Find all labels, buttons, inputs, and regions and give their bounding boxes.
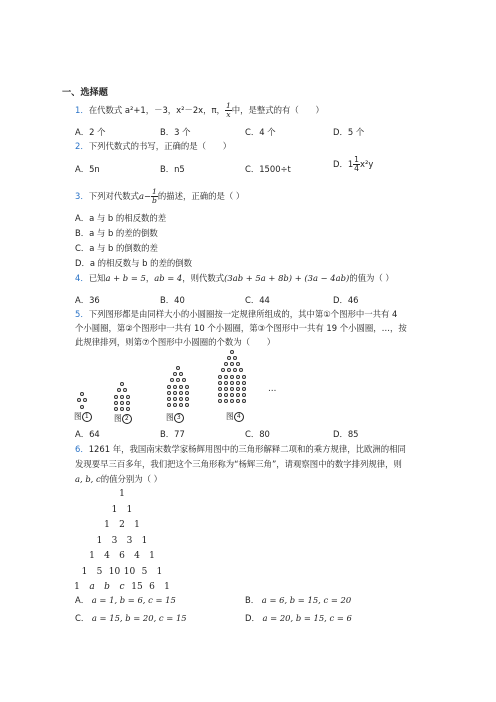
option-a[interactable]: A． a = 1, b = 6, c = 15: [75, 595, 176, 605]
triangle-entry: 1: [111, 504, 118, 515]
circle-dot: [126, 407, 130, 411]
circle-dot: [114, 401, 118, 405]
circle-dot: [221, 368, 225, 372]
circle-dot: [114, 407, 118, 411]
triangle-entry: a: [89, 582, 95, 592]
condition-2: ab = 4: [154, 273, 183, 283]
circle-dot: [120, 382, 124, 386]
fraction: [353, 156, 360, 173]
figure-label-4: 图 4: [226, 411, 244, 422]
circle-dot: [126, 395, 130, 399]
circle-dot: [176, 366, 180, 370]
option-a[interactable]: A．5n: [75, 164, 100, 174]
fraction: [151, 188, 158, 205]
circle-dot: [185, 391, 189, 395]
option-a[interactable]: A．36: [75, 295, 100, 305]
circle-dot: [114, 395, 118, 399]
triangle-entry: 1: [149, 551, 155, 561]
circle-dot: [120, 395, 124, 399]
fraction-numerator: 1: [152, 187, 157, 196]
circle-dot: [77, 398, 81, 402]
circle-dot: [224, 375, 228, 379]
circle-dot: [230, 362, 234, 366]
option-d[interactable]: D．46: [333, 295, 359, 305]
triangle-entry: 5: [141, 566, 148, 577]
question-2-stem: [75, 141, 231, 152]
question-number: 1．: [75, 105, 89, 115]
circle-dot: [224, 381, 228, 385]
circle-dot: [179, 391, 183, 395]
fraction-denominator: b: [152, 196, 157, 205]
option-a[interactable]: A．64: [75, 429, 100, 439]
triangle-entry: 2: [119, 520, 125, 530]
circle-dot: [224, 399, 228, 403]
question-1-stem: [75, 102, 324, 119]
option-b[interactable]: B． a = 6, b = 15, c = 20: [245, 595, 352, 605]
circle-dot: [224, 393, 228, 397]
fraction-numerator: 1: [225, 101, 231, 110]
fraction-denominator: x: [226, 110, 231, 119]
circle-dot: [239, 368, 243, 372]
option-b[interactable]: B．40: [160, 295, 185, 305]
question-number: 3．: [75, 191, 89, 201]
math-minus: −: [143, 191, 151, 201]
circle-dot: [242, 381, 246, 385]
fraction: [225, 102, 232, 119]
circle-pattern-figure: [74, 348, 284, 424]
triangle-entry: 1: [134, 520, 140, 530]
circle-dot: [126, 401, 130, 405]
triangle-entry: 5: [96, 566, 103, 577]
option-c[interactable]: C． a = 15, b = 20, c = 15: [75, 613, 187, 623]
circle-dot: [185, 385, 189, 389]
circle-dot: [230, 393, 234, 397]
triangle-entry: b: [104, 582, 110, 592]
expression: (3ab + 5a + 8b) + (3a − 4ab): [224, 273, 350, 283]
option-b[interactable]: B．77: [160, 429, 185, 439]
fraction-denominator: 4: [354, 164, 359, 173]
question-5-line-3: 此规律排列，则第⑦个图形中小圆圈的个数为（ ）: [75, 337, 276, 347]
circle-dot: [233, 368, 237, 372]
option-c[interactable]: C．4 个: [245, 127, 276, 137]
option-b[interactable]: B．n5: [160, 164, 185, 174]
circle-dot: [236, 399, 240, 403]
triangle-entry: 6: [149, 582, 155, 592]
question-text: 下列对代数式: [88, 191, 139, 201]
circle-dot: [179, 397, 183, 401]
figure-label-3: 图 3: [166, 412, 184, 423]
triangle-entry: 1: [164, 582, 170, 592]
triangle-entry: 10: [108, 566, 121, 577]
circle-dot: [242, 387, 246, 391]
question-text: 在代数式 a²+1，－3，x²－2x，π，: [88, 105, 225, 115]
circle-dot: [236, 362, 240, 366]
variables: a, b, c: [75, 474, 101, 484]
circle-dot: [224, 362, 228, 366]
triangle-entry: c: [119, 582, 125, 592]
circle-dot: [179, 403, 183, 407]
triangle-entry: 3: [126, 535, 133, 546]
question-number: 5．: [75, 309, 89, 319]
circle-dot: [242, 393, 246, 397]
triangle-entry: 6: [119, 551, 125, 561]
question-5-line-1: [75, 309, 397, 320]
question-text: 1261 年，我国南宋数学家杨辉用图中的三角形解释二项和的乘方规律，比欧洲的相同: [88, 444, 406, 454]
option-d[interactable]: D．85: [333, 429, 359, 439]
circle-dot: [117, 388, 121, 392]
question-text: 下列代数式的书写，正确的是（ ）: [88, 141, 232, 151]
question-text: 的描述，正确的是（ ）: [157, 191, 245, 201]
circle-dot: [173, 372, 177, 376]
option-d[interactable]: D．a 的相反数与 b 的差的倒数: [75, 258, 193, 268]
circle-dot: [230, 399, 234, 403]
circle-dot: [167, 385, 171, 389]
triangle-entry: 1: [74, 582, 80, 592]
triangle-entry: 1: [89, 551, 95, 561]
circle-dot: [83, 398, 87, 402]
triangle-entry: 1: [81, 566, 88, 577]
circle-dot: [173, 403, 177, 407]
triangle-entry: 3: [111, 535, 118, 546]
question-6-line-2: 发现要早三百多年，我们把这个三角形称为“杨辉三角”，请观察图中的数字排列规律，则: [75, 459, 402, 469]
option-c[interactable]: C．1500÷t: [245, 164, 291, 174]
question-number: 4．: [75, 273, 89, 283]
triangle-entry: 4: [104, 551, 110, 561]
question-number: 2．: [75, 141, 89, 151]
triangle-entry: 1: [96, 535, 103, 546]
circle-dot: [185, 403, 189, 407]
option-b[interactable]: B．3 个: [160, 127, 191, 137]
circle-dot: [236, 381, 240, 385]
circle-dot: [173, 391, 177, 395]
circle-dot: [123, 388, 127, 392]
figure-label-2: 图 2: [114, 413, 132, 424]
question-number: 6．: [75, 444, 89, 454]
question-5-line-2: 个小圆圈，第②个图形中一共有 10 个小圆圈，第③个图形中一共有 19 个小圆圈，…，按: [75, 323, 407, 333]
option-d[interactable]: [333, 156, 373, 173]
question-text: 的值为（ ）: [349, 273, 394, 283]
question-6-line-1: [75, 444, 406, 455]
circle-dot: [173, 385, 177, 389]
circle-dot: [167, 403, 171, 407]
ellipsis: …: [268, 383, 277, 393]
question-text: 下列图形都是由同样大小的小圆圈按一定规律所组成的，其中第①个图形中一共有 4: [88, 309, 398, 319]
circle-dot: [236, 387, 240, 391]
triangle-entry: 1: [104, 520, 110, 530]
triangle-entry: 10: [123, 566, 136, 577]
question-text: 的值分别为（ ）: [100, 474, 162, 484]
triangle-entry: 15: [131, 582, 143, 592]
circle-dot: [120, 407, 124, 411]
question-text: ，则代数式: [182, 273, 225, 283]
condition-1: a + b = 5: [105, 273, 146, 283]
circle-dot: [179, 372, 183, 376]
circle-dot: [230, 375, 234, 379]
circle-dot: [230, 387, 234, 391]
option-a[interactable]: A．2 个: [75, 127, 106, 137]
circle-dot: [224, 387, 228, 391]
math-var: a: [138, 191, 144, 201]
circle-dot: [233, 356, 237, 360]
triangle-entry: 1: [141, 535, 148, 546]
circle-dot: [176, 378, 180, 382]
option-d-prefix: D．1: [333, 159, 354, 169]
option-d[interactable]: D． a = 20, b = 15, c = 6: [245, 613, 352, 623]
separator: ，: [145, 273, 155, 283]
circle-dot: [242, 399, 246, 403]
circle-dot: [227, 368, 231, 372]
circle-dot: [167, 391, 171, 395]
section-title: 一、选择题: [62, 87, 108, 98]
circle-dot: [218, 381, 222, 385]
circle-dot: [230, 381, 234, 385]
circle-dot: [230, 350, 234, 354]
circle-dot: [182, 378, 186, 382]
circle-dot: [218, 393, 222, 397]
circle-dot: [173, 397, 177, 401]
circle-dot: [185, 397, 189, 401]
option-b[interactable]: B．a 与 b 的差的倒数: [75, 228, 158, 238]
question-4-stem: [75, 273, 394, 284]
fraction-numerator: 1: [354, 155, 359, 164]
circle-dot: [236, 375, 240, 379]
circle-dot: [236, 393, 240, 397]
circle-dot: [120, 401, 124, 405]
circle-dot: [167, 397, 171, 401]
circle-dot: [218, 375, 222, 379]
circle-dot: [80, 392, 84, 396]
question-3-stem: [75, 188, 244, 205]
circle-dot: [218, 387, 222, 391]
option-c[interactable]: C．44: [245, 295, 270, 305]
question-text: 中，是整式的有（ ）: [231, 105, 324, 115]
circle-dot: [242, 375, 246, 379]
option-c[interactable]: C．a 与 b 的倒数的差: [75, 243, 158, 253]
triangle-entry: 4: [134, 551, 140, 561]
question-6-line-3: [75, 474, 162, 485]
option-d[interactable]: D．5 个: [333, 127, 365, 137]
option-d-suffix: x²y: [360, 159, 374, 169]
question-text: 已知: [88, 273, 106, 283]
circle-dot: [80, 405, 84, 409]
circle-dot: [227, 356, 231, 360]
option-c[interactable]: C．80: [245, 429, 270, 439]
circle-dot: [218, 399, 222, 403]
triangle-entry: 1: [119, 489, 125, 499]
option-a[interactable]: A．a 与 b 的相反数的差: [75, 213, 167, 223]
triangle-entry: 1: [126, 504, 133, 515]
circle-dot: [179, 385, 183, 389]
circle-dot: [170, 378, 174, 382]
figure-label-1: 图 1: [74, 411, 92, 422]
triangle-entry: 1: [156, 566, 163, 577]
